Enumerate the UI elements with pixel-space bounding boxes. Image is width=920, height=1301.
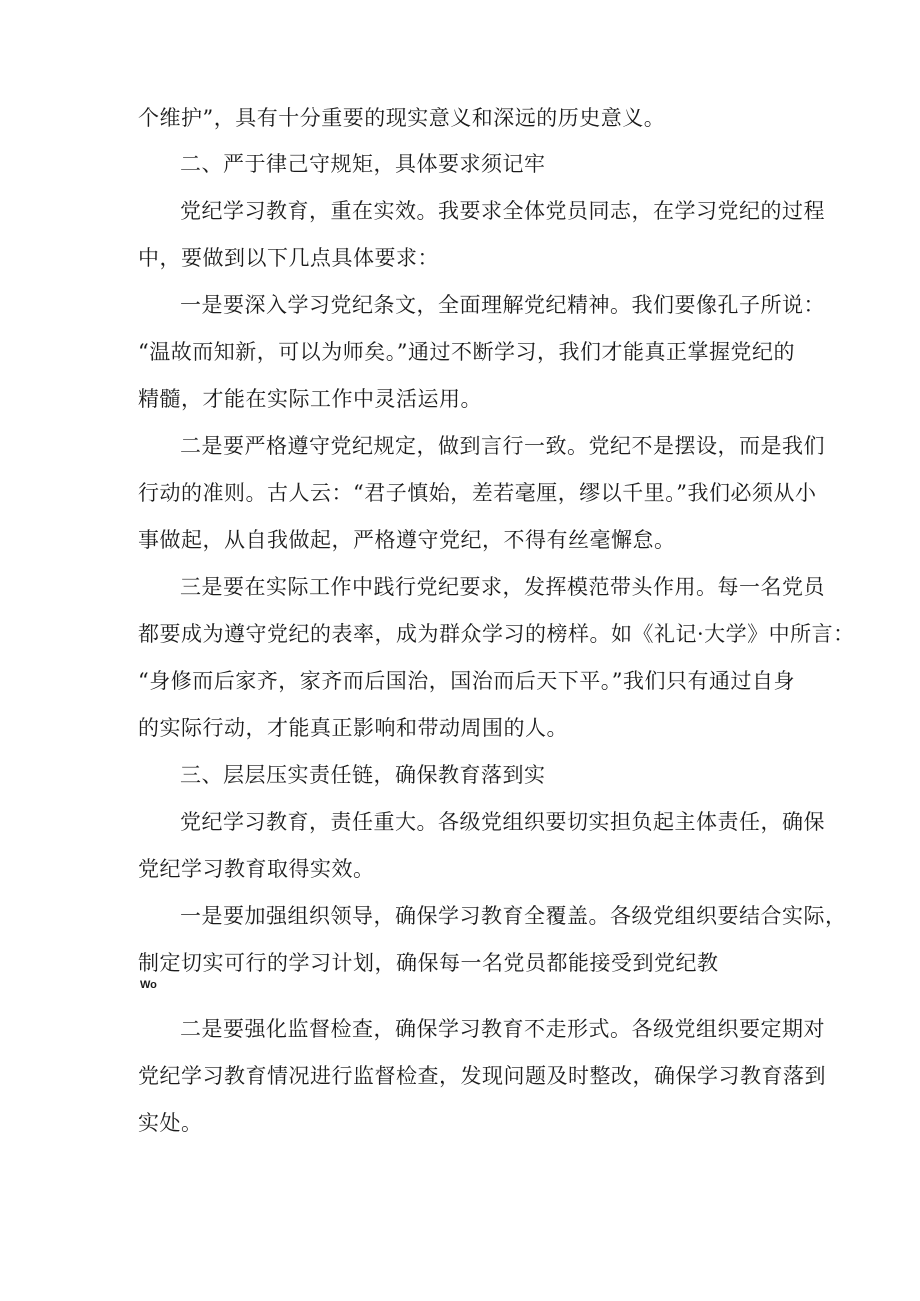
text-line-9: 行动的准则。古人云：“君子慎始，差若毫厘，缪以千里。”我们必须从小	[138, 481, 817, 505]
text-line-16: 党纪学习教育，责任重大。各级党组织要切实担负起主体责任，确保	[180, 810, 825, 834]
text-line-12: 都要成为遵守党纪的表率，成为群众学习的榜样。如《礼记·大学》中所言：	[138, 622, 855, 646]
text-line-7: 精髓，才能在实际工作中灵活运用。	[138, 387, 482, 411]
text-line-10: 事做起，从自我做起，严格遵守党纪，不得有丝毫懈怠。	[138, 528, 676, 552]
text-line-4: 中，要做到以下几点具体要求：	[138, 246, 439, 270]
text-line-11: 三是要在实际工作中践行党纪要求，发挥模范带头作用。每一名党员	[180, 575, 825, 599]
text-line-3: 党纪学习教育，重在实效。我要求全体党员同志，在学习党纪的过程	[180, 199, 825, 223]
text-line-6: “温故而知新，可以为师矣。”通过不断学习，我们才能真正掌握党纪的	[138, 340, 795, 364]
text-line-1: 个维护”，具有十分重要的现实意义和深远的历史意义。	[138, 106, 666, 130]
text-line-23: 实处。	[138, 1111, 203, 1135]
stray-text-fragment: Wo	[140, 979, 157, 991]
text-line-14: 的实际行动，才能真正影响和带动周围的人。	[138, 716, 568, 740]
text-line-22: 党纪学习教育情况进行监督检查，发现问题及时整改，确保学习教育落到	[138, 1064, 826, 1088]
text-line-19: 制定切实可行的学习计划，确保每一名党员都能接受到党纪教	[138, 951, 719, 975]
text-line-13: “身修而后家齐，家齐而后国治，国治而后天下平。”我们只有通过自身	[138, 669, 795, 693]
text-line-21: 二是要强化监督检查，确保学习教育不走形式。各级党组织要定期对	[180, 1017, 825, 1041]
section-heading-3: 三、层层压实责任链，确保教育落到实	[180, 763, 546, 787]
text-line-5: 一是要深入学习党纪条文，全面理解党纪精神。我们要像孔子所说：	[180, 293, 825, 317]
text-line-8: 二是要严格遵守党纪规定，做到言行一致。党纪不是摆设，而是我们	[180, 434, 825, 458]
section-heading-2: 二、严于律己守规矩，具体要求须记牢	[180, 152, 546, 176]
text-line-17: 党纪学习教育取得实效。	[138, 857, 375, 881]
text-line-18: 一是要加强组织领导，确保学习教育全覆盖。各级党组织要结合实际，	[180, 904, 847, 928]
